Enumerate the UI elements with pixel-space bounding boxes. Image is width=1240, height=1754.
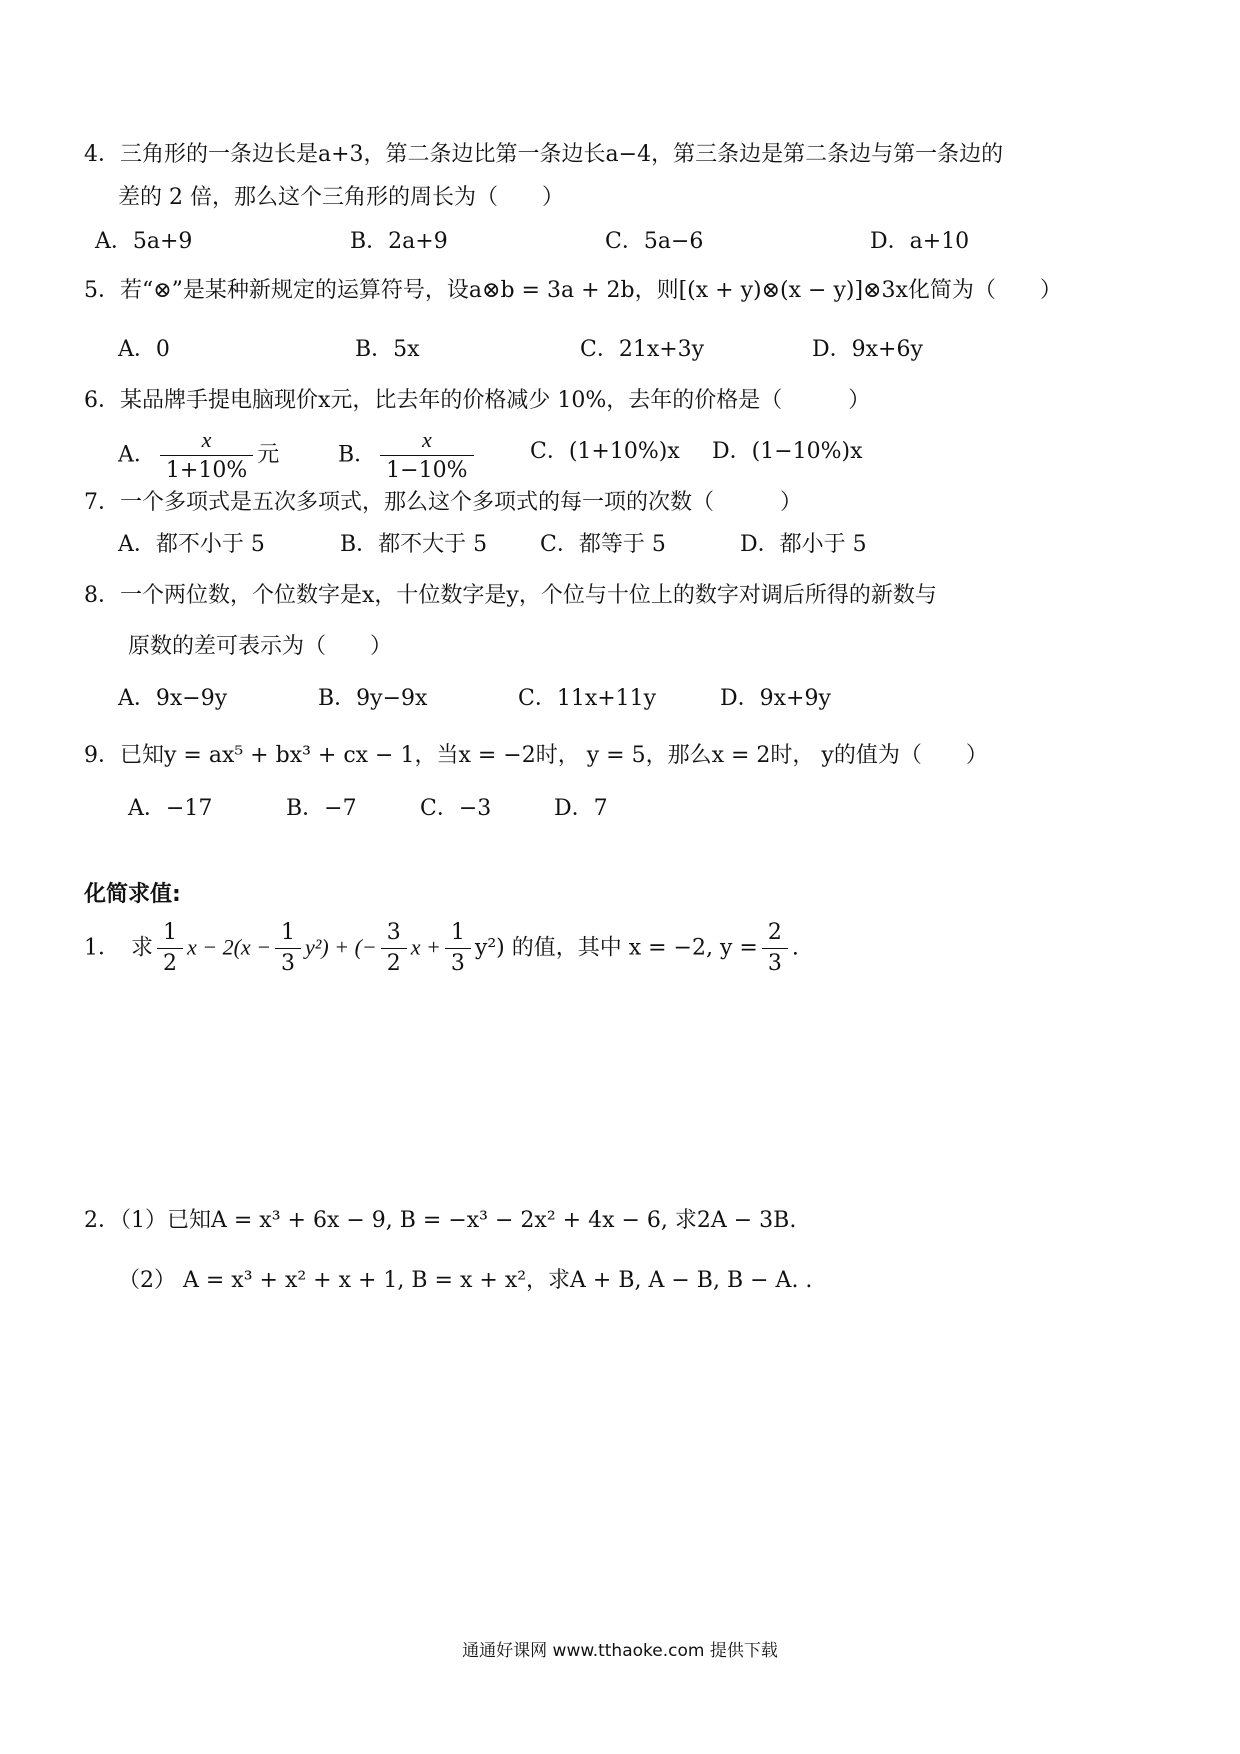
- fraction-numerator: 1: [163, 920, 177, 945]
- q9-option-c: C．−3: [420, 796, 492, 821]
- problem-1-end: .: [791, 935, 799, 961]
- q6-option-a: [118, 425, 279, 486]
- fraction-denominator: 3: [445, 948, 471, 979]
- q6-option-d: D．(1−10%)x: [712, 439, 863, 464]
- q7-stem: 7．一个多项式是五次多项式，那么这个多项式的每一项的次数（ ）: [84, 490, 802, 515]
- q5-option-c: C．21x+3y: [580, 337, 705, 362]
- q5-option-b: B．5x: [355, 337, 420, 362]
- q4-option-a: A．5a+9: [95, 229, 193, 254]
- q8-option-a: A．9x−9y: [118, 686, 228, 711]
- fraction-denominator: 3: [762, 948, 788, 979]
- fraction-denominator: 1−10%: [380, 455, 473, 486]
- q4-stem-line2: 差的 2 倍，那么这个三角形的周长为（ ）: [118, 185, 564, 210]
- q7-option-c: C．都等于 5: [540, 532, 666, 557]
- problem-1-expr: y²) + (−: [305, 934, 377, 960]
- q8-option-d: D．9x+9y: [720, 686, 831, 711]
- q8-option-c: C．11x+11y: [518, 686, 657, 711]
- q6-option-c: C．(1+10%)x: [530, 439, 680, 464]
- fraction: [157, 918, 183, 979]
- q7-option-b: B．都不大于 5: [340, 532, 488, 557]
- q4-option-b: B．2a+9: [350, 229, 448, 254]
- q7-option-d: D．都小于 5: [740, 532, 867, 557]
- fraction-numerator: 3: [386, 920, 401, 945]
- q4-option-d: D．a+10: [870, 229, 970, 254]
- q4-stem-line1: 4．三角形的一条边长是a+3，第二条边比第一条边长a−4，第三条边是第二条边与第一条边的: [84, 142, 1004, 167]
- q6-option-b-fraction: [380, 425, 473, 486]
- page-footer: 通通好课网 www.tthaoke.com 提供下载: [462, 1641, 778, 1661]
- q5-option-d: D．9x+6y: [812, 337, 923, 362]
- fraction-denominator: 1+10%: [160, 455, 253, 486]
- problem-1-expr: y²) 的值，其中 x = −2, y =: [474, 935, 758, 961]
- fraction: [381, 918, 407, 979]
- fraction-numerator: x: [421, 427, 432, 452]
- fraction-numerator: 1: [450, 920, 465, 945]
- q5-stem: 5．若“⊗”是某种新规定的运算符号，设a⊗b = 3a + 2b，则[(x + y)⊗(x − y)]⊗3x化简为（ ）: [84, 278, 1062, 303]
- q8-stem-line2: 原数的差可表示为（ ）: [128, 634, 393, 659]
- q7-option-a: A．都不小于 5: [118, 532, 265, 557]
- section-title: 化简求值:: [84, 882, 181, 907]
- q9-option-a: A．−17: [128, 796, 213, 821]
- q6-option-a-unit: 元: [257, 442, 280, 468]
- fraction-numerator: x: [201, 427, 212, 452]
- fraction-numerator: 2: [767, 920, 782, 945]
- fraction-denominator: 2: [157, 948, 183, 979]
- fraction-numerator: 1: [281, 920, 296, 945]
- fraction: [275, 918, 301, 979]
- problem-1-expr: x +: [410, 934, 441, 960]
- q6-stem: 6．某品牌手提电脑现价x元，比去年的价格减少 10%，去年的价格是（ ）: [84, 388, 871, 413]
- q8-stem-line1: 8．一个两位数，个位数字是x，十位数字是y，个位与十位上的数字对调后所得的新数与: [84, 583, 937, 608]
- problem-2-part-1: 2．（1）已知A = x³ + 6x − 9, B = −x³ − 2x² + 4x − 6, 求2A − 3B.: [84, 1208, 797, 1233]
- q5-option-a: A．0: [118, 337, 170, 362]
- q6-option-b-label: B．: [338, 442, 377, 468]
- q4-option-c: C．5a−6: [605, 229, 704, 254]
- q9-stem: 9．已知y = ax⁵ + bx³ + cx − 1，当x = −2时， y = 5，那么x = 2时， y的值为（ ）: [84, 743, 988, 768]
- problem-2-part-2: （2） A = x³ + x² + x + 1, B = x + x²，求A + B, A − B, B − A. .: [118, 1268, 813, 1293]
- q6-option-b: [338, 425, 478, 486]
- q9-option-d: D．7: [554, 796, 608, 821]
- fraction: [445, 918, 471, 979]
- q6-option-a-label: A．: [118, 442, 156, 468]
- problem-1-prefix: 1． 求: [84, 935, 153, 961]
- q8-option-b: B．9y−9x: [318, 686, 428, 711]
- problem-1-expr: x − 2(x −: [187, 934, 272, 960]
- fraction-denominator: 3: [275, 948, 301, 979]
- fraction: [762, 918, 788, 979]
- problem-1: [84, 918, 799, 979]
- q6-option-a-fraction: [160, 425, 253, 486]
- fraction-denominator: 2: [381, 948, 407, 979]
- q9-option-b: B．−7: [286, 796, 357, 821]
